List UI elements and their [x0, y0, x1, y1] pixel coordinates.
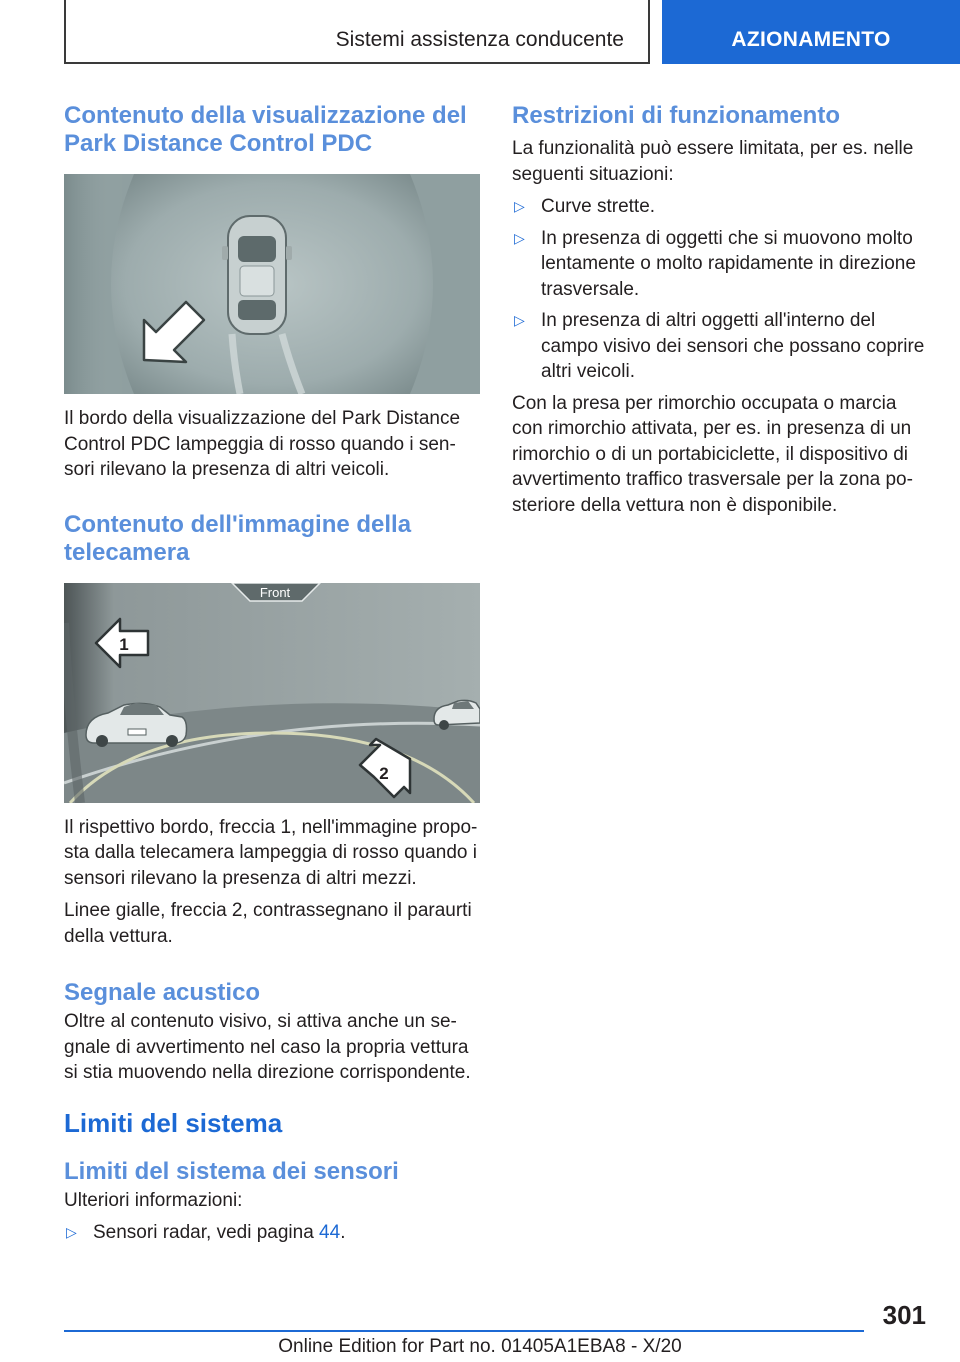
- bullet-triangle-icon: ▷: [514, 229, 525, 246]
- bullet-radar-sensors: [64, 1220, 482, 1246]
- restriction-bullet: [512, 194, 928, 220]
- restrictions-intro: La funzionalità può essere limitata, per es. nelle seguenti situazioni:: [512, 138, 914, 185]
- sensor-limits-heading: Limiti del sistema dei sensori: [64, 1157, 399, 1185]
- camera-description-2: Linee gialle, freccia 2, contrassegnano il paraurti della vettura.: [64, 900, 472, 947]
- bullet-radar-end: .: [340, 1222, 346, 1243]
- right-column: [512, 100, 928, 518]
- footer-rule: [64, 1330, 864, 1332]
- trailer-note: Con la presa per rimorchio occupata o marcia con rimorchio attivata, per es. in presenza di un rimorchio o di un portabiciclette, il dispositivo di avvertimento traffico trasversale per la zona po-steriore della vettura non è disponibile.: [512, 392, 913, 516]
- camera-illustration: [64, 583, 480, 803]
- front-label: Front: [259, 584, 291, 600]
- restriction-bullet-text: In presenza di altri oggetti all'interno del campo visivo dei sensori che possano coprire altri veicoli.: [541, 310, 925, 382]
- bullet-triangle-icon: ▷: [514, 312, 525, 328]
- pdc-figure: [64, 174, 480, 394]
- pdc-illustration: [64, 174, 480, 394]
- restriction-bullet-text: In presenza di oggetti che si muovono molto lentamente o molto rapidamente in direzione trasversale.: [541, 227, 916, 300]
- page-number: 301: [882, 1300, 926, 1330]
- acoustic-heading: Segnale acustico: [64, 979, 261, 1006]
- header-chapter-tab[interactable]: [662, 0, 960, 64]
- bullet-triangle-icon: ▷: [514, 198, 525, 214]
- restriction-bullet: [512, 308, 928, 385]
- car-top-view: [222, 216, 292, 334]
- bullet-radar-text: Sensori radar, vedi pagina: [93, 1222, 320, 1243]
- arrow-2-label: 2: [379, 763, 389, 783]
- restriction-bullet-text: Curve strette.: [541, 196, 656, 217]
- header-section-box: [64, 0, 650, 64]
- restriction-bullet: [512, 226, 928, 303]
- restrictions-heading: Restrizioni di funzionamento: [512, 102, 840, 129]
- footer-edition: Online Edition for Part no. 01405A1EBA8 - X/20: [278, 1336, 682, 1357]
- page-44-link[interactable]: 44: [319, 1222, 341, 1243]
- bullet-triangle-icon: ▷: [66, 1224, 77, 1240]
- arrow-1-label: 1: [119, 634, 129, 654]
- pdc-description: Il bordo della visualizzazione del Park Distance Control PDC lampeggia di rosso quando i sen-sori rilevano la presenza di altri veicoli.: [64, 408, 461, 480]
- system-limits-heading: Limiti del sistema: [64, 1107, 283, 1138]
- camera-figure: [64, 583, 480, 803]
- camera-description-1: Il rispettivo bordo, freccia 1, nell'immagine propo-sta dalla telecamera lampeggia di rosso quando i sensori rilevano la presenza di altri mezzi.: [64, 816, 478, 889]
- header-section-title: Sistemi assistenza conducente: [335, 28, 624, 51]
- more-info-label: Ulteriori informazioni:: [64, 1189, 243, 1211]
- pdc-heading: Contenuto della visualizzazione del Park Distance Control PDC: [64, 102, 467, 157]
- acoustic-description: Oltre al contenuto visivo, si attiva anche un se-gnale di avvertimento nel caso la propria vettura si stia muovendo nella direzione corrispondente.: [64, 1011, 471, 1083]
- page-header: [0, 0, 960, 66]
- left-column: [64, 100, 482, 1246]
- header-chapter-label: AZIONAMENTO: [731, 28, 891, 51]
- camera-heading: Contenuto dell'immagine della telecamera: [64, 510, 412, 566]
